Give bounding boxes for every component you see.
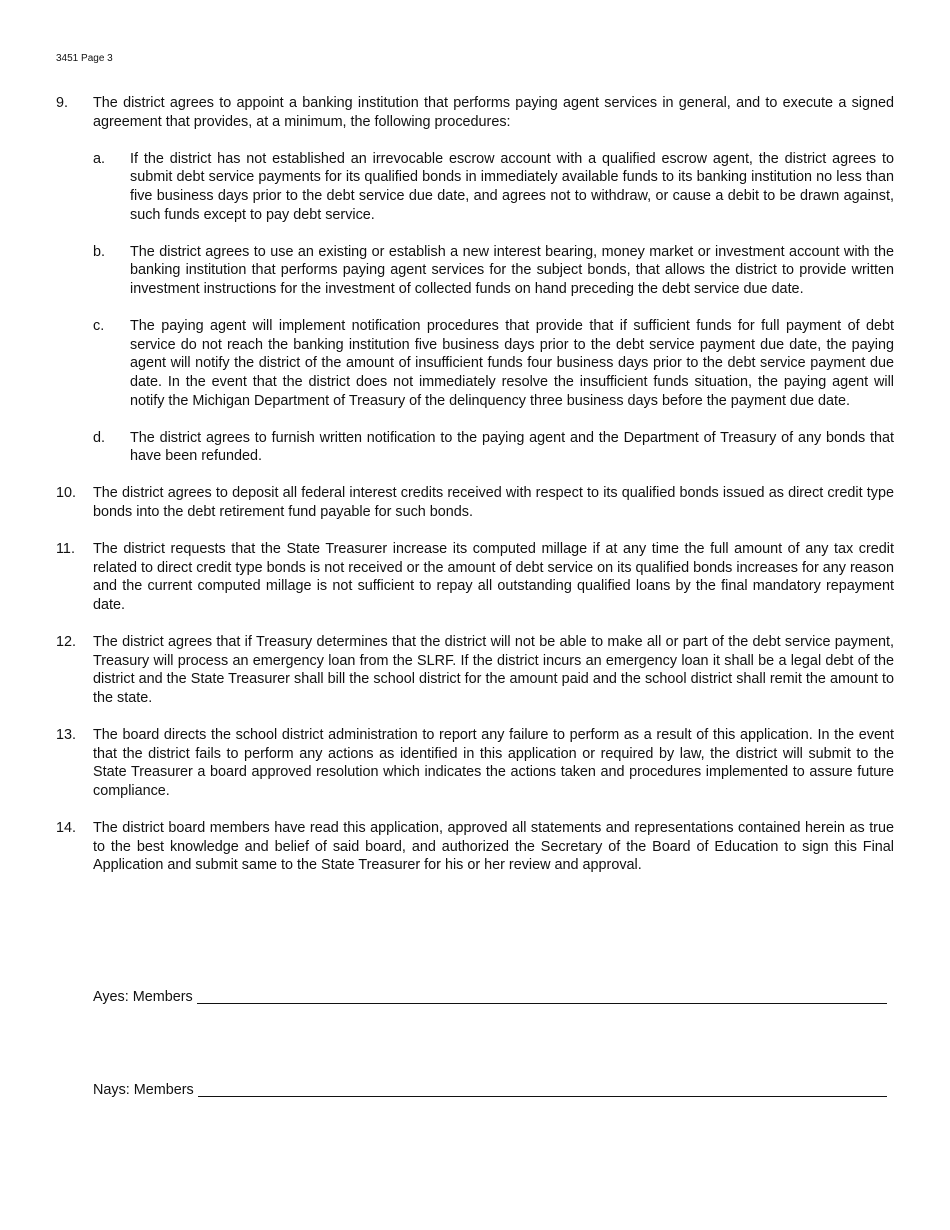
list-item-14 <box>56 819 894 875</box>
item-number: 13. <box>56 727 77 744</box>
sub-item-text: The paying agent will implement notification procedures that provide that if sufficient funds for full payment of debt service do not reach the banking institution five business days prior to the debt service payment due date, the paying agent will notify the district of the amount of insufficient funds four business days prior to the debt service payment due date. In the event that the district does not immediately resolve the insufficient funds situation, the paying agent will notify the Michigan Department of Treasury of the delinquency three business days before the payment due date. <box>130 318 894 409</box>
list-item-12 <box>56 633 894 707</box>
sub-item-a <box>93 150 894 224</box>
numbered-list <box>56 94 894 894</box>
item-number: 14. <box>56 820 77 837</box>
sub-item-letter: d. <box>93 429 106 446</box>
item-text: The district agrees to appoint a banking institution that performs paying agent services in general, and to execute a signed agreement that provides, at a minimum, the following procedures: <box>93 95 894 130</box>
list-item-13 <box>56 726 894 800</box>
item-text: The district board members have read this application, approved all statements and representations contained herein as true to the best knowledge and belief of said board, and authorized the Secretary of the Board of Education to sign this Final Application and submit same to the State Treasurer for his or her review and approval. <box>93 820 894 874</box>
item-text: The board directs the school district administration to report any failure to perform as a result of this application. In the event that the district fails to perform any actions as identified in this application or required by law, the district will submit to the State Treasurer a board approved resolution which indicates the actions taken and procedures implemented to assure future compliance. <box>93 727 894 799</box>
sub-item-letter: c. <box>93 318 105 335</box>
ayes-label: Ayes: Members <box>93 989 193 1005</box>
ayes-members-field[interactable] <box>197 989 887 1004</box>
sub-item-b <box>93 243 894 299</box>
item-body <box>93 94 894 466</box>
nays-label: Nays: Members <box>93 1082 194 1098</box>
sub-list <box>93 150 894 466</box>
sub-item-text: The district agrees to use an existing or establish a new interest bearing, money market or investment account with the banking institution that performs paying agent services for the subject bonds, that allows the district to provide written investment instructions for the investment of collected funds on hand preceding the debt service due date. <box>130 243 894 297</box>
item-text: The district requests that the State Treasurer increase its computed millage if at any time the full amount of any tax credit related to direct credit type bonds is not received or the amount of debt service on its qualified bonds increases for any reason and the current computed millage is not sufficient to repay all outstanding qualified loans by the final mandatory repayment date. <box>93 541 894 614</box>
sub-item-text: If the district has not established an irrevocable escrow account with a qualified escrow agent, the district agrees to submit debt service payments for its qualified bonds in immediately available funds to its banking institution no less than five business days prior to the debt service due date, and agrees not to withdraw, or cause a debit to be drawn against, such funds except to pay debt service. <box>130 150 894 223</box>
item-number: 10. <box>56 485 77 502</box>
ayes-signature-row <box>93 988 887 1006</box>
item-number: 11. <box>56 541 75 558</box>
list-item-10 <box>56 484 894 521</box>
sub-item-text: The district agrees to furnish written notification to the paying agent and the Department of Treasury of any bonds that have been refunded. <box>130 429 894 465</box>
page-header: 3451 Page 3 <box>56 53 113 64</box>
item-number: 12. <box>56 634 77 651</box>
nays-signature-row <box>93 1081 887 1099</box>
item-number: 9. <box>56 95 69 111</box>
sub-item-c <box>93 317 894 410</box>
list-item-9 <box>56 94 894 466</box>
sub-item-d <box>93 429 894 466</box>
sub-item-letter: a. <box>93 150 106 167</box>
list-item-11 <box>56 540 894 614</box>
item-text: The district agrees that if Treasury determines that the district will not be able to make all or part of the debt service payment, Treasury will process an emergency loan from the SLRF. If the district incurs an emergency loan it shall be a legal debt of the district and the State Treasurer shall bill the school district for the amount paid and the school district shall remit the amount to the state. <box>93 634 894 706</box>
sub-item-letter: b. <box>93 243 106 260</box>
nays-members-field[interactable] <box>198 1082 887 1097</box>
item-text: The district agrees to deposit all federal interest credits received with respect to its qualified bonds issued as direct credit type bonds into the debt retirement fund payable for such bonds. <box>93 485 894 521</box>
